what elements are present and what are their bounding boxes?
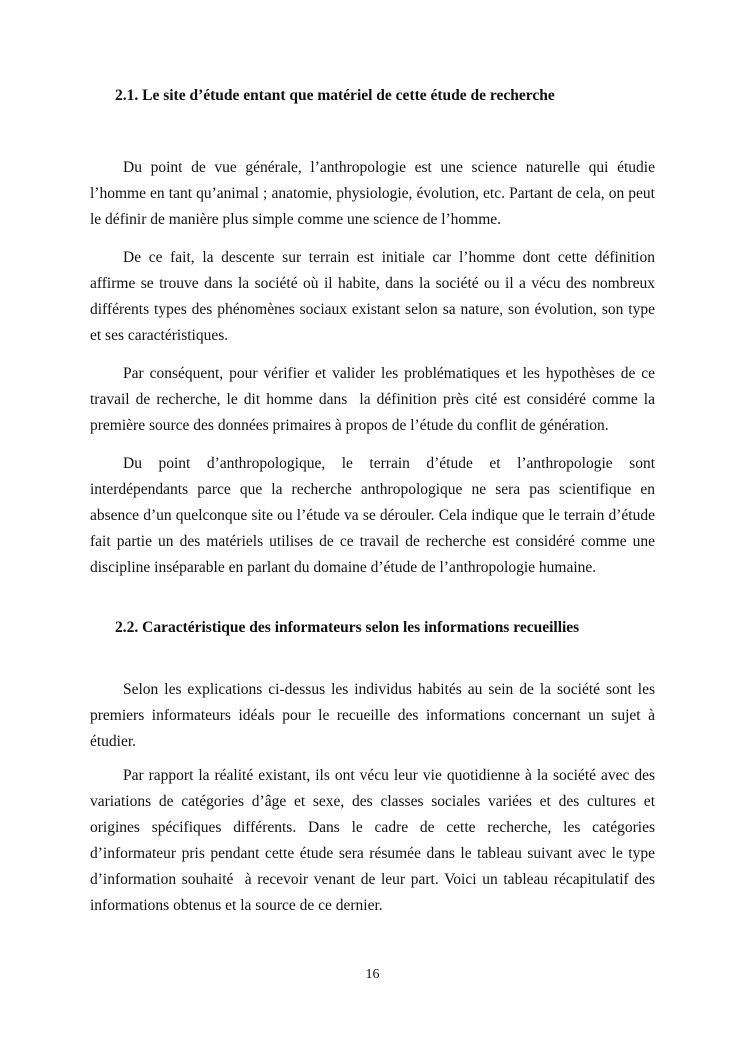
paragraph-anthropology-definition: Du point de vue générale, l’anthropologie est une science naturelle qui étudie l’homme en tant qu’animal ; anatomie, physiologie, évolution, etc. Partant de cela, on peut le définir de manière plus simple comme une science de l’homme.	[90, 159, 659, 228]
section-2-2	[90, 615, 659, 919]
section-2-1	[90, 83, 659, 581]
paragraph-informants-ideal: Selon les explications ci-dessus les individus habités au sein de la société sont les premiers informateurs idéals pour le recueille des informations concernant un sujet à étudier.	[90, 681, 659, 750]
page-number: 16	[365, 967, 380, 982]
paragraph-primary-source: Par conséquent, pour vérifier et valider les problématiques et les hypothèses de ce travail de recherche, le dit homme dans la définition près cité est considéré comme la première source des données primaires à propos de l’étude du conflit de génération.	[90, 365, 659, 434]
paragraph-informant-categories: Par rapport la réalité existant, ils ont vécu leur vie quotidienne à la société avec des variations de catégories d’âge et sexe, des classes sociales variées et des cultures et origines spécifiques différents. Dans le cadre de cette recherche, les catégories d’informateur pris pendant cette étude sera résumée dans le tableau suivant avec le type d’information souhaité à recevoir venant de leur part. Voici un tableau récapitulatif des informations obtenus et la source de ce dernier.	[90, 767, 659, 914]
paragraph-field-descent: De ce fait, la descente sur terrain est initiale car l’homme dont cette définition affirme se trouve dans la société où il habite, dans la société ou il a vécu des nombreux différents types des phénomènes sociaux existant selon sa nature, son évolution, son type et ses caractéristiques.	[90, 249, 659, 344]
paragraph-terrain-interdependence: Du point d’anthropologique, le terrain d’étude et l’anthropologie sont interdépendants parce que la recherche anthropologique ne sera pas scientifique en absence d’un quelconque site ou l’étude va se dérouler. Cela indique que le terrain d’étude fait partie un des matériels utilises de ce travail de recherche est considéré comme une discipline inséparable en parlant du domaine d’étude de l’anthropologie humaine.	[90, 455, 659, 576]
section-2-1-heading: 2.1. Le site d’étude entant que matériel de cette étude de recherche	[115, 87, 555, 104]
section-2-2-heading: 2.2. Caractéristique des informateurs selon les informations recueillies	[115, 619, 580, 636]
